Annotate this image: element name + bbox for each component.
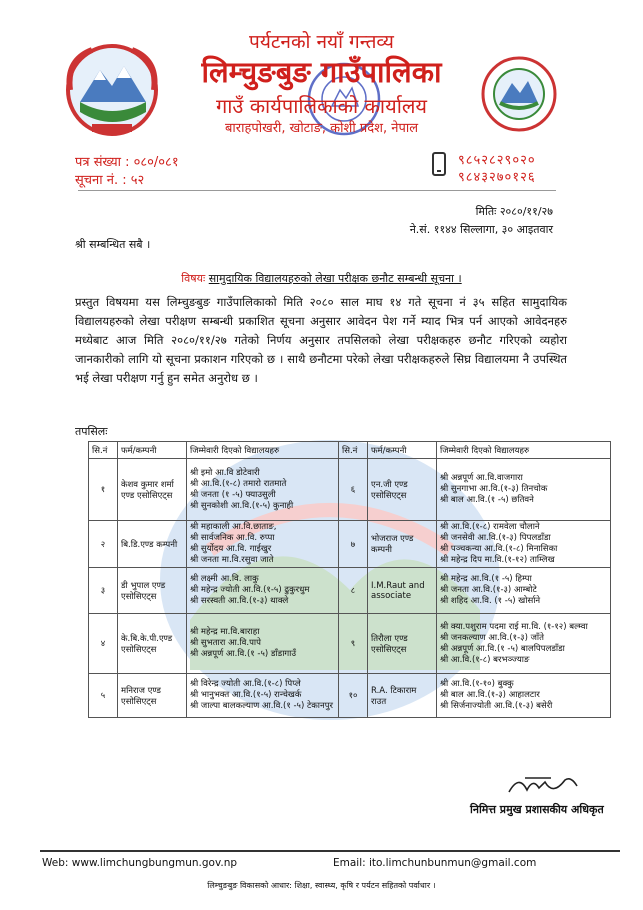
serial-number: ६ xyxy=(339,459,368,521)
firm-name: डी भुपाल एण्ड एसोसिएट्स xyxy=(118,568,187,614)
header-tagline: पर्यटनको नयाँ गन्तव्य xyxy=(249,31,394,53)
signature-title: निमित्त प्रमुख प्रशासकीय अधिकृत xyxy=(470,803,604,816)
assigned-schools: श्री महेन्द्र आ.वि.(१ -५) हिम्पा श्री जनता आ.वि.(१-३) आम्बोटे श्री शहिद आ.वि. (१ -५) खोर्साने xyxy=(437,568,611,614)
firm-name: R.A. टिकाराम राउत xyxy=(368,674,437,718)
firm-name: केशव कुमार शर्मा एण्ड एसोसिएट्स xyxy=(118,459,187,521)
assigned-schools: श्री लक्ष्मी आ.वि. लाकु श्री महेन्द्र ज्योती आ.वि.(१-५) ढुकुरधुम श्री सरस्वती आ.वि.(१-३) थाक्ले xyxy=(187,568,339,614)
table-header: सि.नं xyxy=(339,442,368,459)
office-address: बाराहपोखरी, खोटाङ, कोशी प्रदेश, नेपाल xyxy=(224,121,419,136)
table-row xyxy=(89,521,611,568)
phone-number: ९८४३२७०१२६ xyxy=(458,170,536,185)
header-divider xyxy=(78,190,556,191)
letter-number: पत्र संख्या : ०८०/०८१ xyxy=(75,155,179,170)
firm-name: तिरौला एण्ड एसोसिएट्स xyxy=(368,614,437,674)
table-row xyxy=(89,568,611,614)
serial-number: ४ xyxy=(89,614,118,674)
firm-name: बि.डि.एण्ड कम्पनी xyxy=(118,521,187,568)
notice-number: सूचना नं. : ५२ xyxy=(75,173,145,188)
serial-number: ८ xyxy=(339,568,368,614)
phone-number: ९८५२८२९०२० xyxy=(458,153,536,168)
signature-icon xyxy=(505,772,585,800)
assigned-schools: श्री महाकाली आ.वि.छाताङ, श्री सार्वजनिक आ.वि. रुप्पा श्री सुर्योदय आ.वि. गाईखुर श्री जनता मा.वि.रसुवा जाते xyxy=(187,521,339,568)
table-header: फर्म/कम्पनी xyxy=(118,442,187,459)
table-row xyxy=(89,614,611,674)
phone-icon xyxy=(432,152,446,176)
firm-name: I.M.Raut and associate xyxy=(368,568,437,614)
serial-number: ३ xyxy=(89,568,118,614)
firm-name: एन.जी एण्ड एसोसिएट्स xyxy=(368,459,437,521)
table-row xyxy=(89,459,611,521)
assigned-schools: श्री क्या.पशुराम पदमा राई मा.वि. (१-१२) बल्म्वा श्री जनकल्याण आ.वि.(१-३) जाँते श्री अन्नपूर्ण आ.वि.(१ -५) बालपिपलडाँडा श्री आ.वि.(१-८) बरभञ्ज्याङ xyxy=(437,614,611,674)
office-name: लिम्चुङबुङ गाउँपालिका xyxy=(201,55,442,89)
list-label: तपसिलः xyxy=(75,425,108,438)
assigned-schools: श्री अन्नपूर्ण आ.वि.वाजगारा श्री सुनगाभा आ.वि.(१-३) तिनचोक श्री बाल आ.वि.(१ -५) छतिवने xyxy=(437,459,611,521)
assigned-schools: श्री विरेन्द्र ज्योती आ.वि.(१-८) पिप्ले श्री भानुभक्त आ.वि.(१-५) रान्चेखर्क श्री जाल्पा बालकल्याण आ.वि.(१ -५) टेकानपुर xyxy=(187,674,339,718)
firm-name: भोजराज एण्ड कम्पनी xyxy=(368,521,437,568)
table-header-row xyxy=(89,442,611,459)
phone-numbers xyxy=(458,152,536,186)
serial-number: १० xyxy=(339,674,368,718)
footer-website: Web: www.limchungbungmun.gov.np xyxy=(42,857,238,869)
firm-name: मनिराज एण्ड एसोसिएट्स xyxy=(118,674,187,718)
table-header: जिम्मेवारी दिएको विद्यालयहरु xyxy=(187,442,339,459)
notice-body: प्रस्तुत विषयमा यस लिम्चुङबुङ गाउँपालिकाको मिति २०८० साल माघ १४ गते सूचना नं ३५ सहित सामुदायिक विद्यालयहरुको लेखा परीक्षण सम्बन्धी प्रकाशित सूचना अनुसार आवेदन पेश गर्ने म्याद भित्र पर्न आएको आवेदनहरु मध्येबाट आज मिति २०८०/११/२७ गतेको निर्णय अनुसार तपसिलको लेखा परीक्षकहरु छनौट गरिएको व्यहोरा जानकारीको लागि यो सूचना प्रकाशन गरिएको छ । साथै छनौटमा परेको लेखा परीक्षकहरुले सिघ्र विद्यालयमा नै उपस्थित भई लेखा परीक्षण गर्नु हुन समेत अनुरोध छ । xyxy=(75,295,567,385)
serial-number: १ xyxy=(89,459,118,521)
serial-number: २ xyxy=(89,521,118,568)
auditor-table xyxy=(88,441,611,718)
assigned-schools: श्री आ.वि.(१-८) रामवेला चौलाने श्री जनसेवी आ.वि.(१-३) पिपलडाँडा श्री पञ्चकन्या आ.वि.(१-८) मिनासिका श्री महेन्द्र दिप मा.वि.(१-१२) ताम्लिख xyxy=(437,521,611,568)
serial-number: ९ xyxy=(339,614,368,674)
footer-divider xyxy=(40,850,620,852)
assigned-schools: श्री इमो आ.वि डोटेवारी श्री आ.वि.(१-८) तमारो रातमाते श्री जनता (१ -५) फ्याउसुली श्री सुनकोशी आ.वि.(१-५) कुनाही xyxy=(187,459,339,521)
serial-number: ५ xyxy=(89,674,118,718)
table-row xyxy=(89,674,611,718)
footer-email: Email: ito.limchunbunmun@gmail.com xyxy=(333,857,537,869)
subject-text: सामुदायिक विद्यालयहरुको लेखा परीक्षक छनौट सम्बन्धी सूचना । xyxy=(208,272,462,285)
table-header: सि.नं xyxy=(89,442,118,459)
footer-tagline: लिम्चुङबुङ विकासको आधार: शिक्षा, स्वास्थ्य, कृषि र पर्यटन सहितको पर्वाधार । xyxy=(207,881,436,890)
table-header: जिम्मेवारी दिएको विद्यालयहरु xyxy=(437,442,611,459)
office-subtitle: गाउँ कार्यपालिकाको कार्यालय xyxy=(215,94,428,118)
assigned-schools: श्री महेन्द्र मा.वि.बाराहा श्री सुभतारा आ.वि.पापे श्री अन्नपूर्ण आ.वि.(१ -५) डाँडागाउँ xyxy=(187,614,339,674)
assigned-schools: श्री आ.वि.(१-१०) बुक्कु श्री बाल आ.वि.(१-३) आहालटार श्री सिर्जनाज्योती आ.वि.(१-३) बसेरी xyxy=(437,674,611,718)
table-header: फर्म/कम्पनी xyxy=(368,442,437,459)
recipient: श्री सम्बन्धित सबै । xyxy=(75,238,151,251)
subject-line xyxy=(0,271,643,286)
letter-date: मितिः २०८०/११/२७ xyxy=(475,205,553,218)
serial-number: ७ xyxy=(339,521,368,568)
subject-label: विषयः xyxy=(181,272,206,285)
nepal-sambat-date: ने.सं. ११४४ सिल्लागा, ३० आइतवार xyxy=(409,223,553,236)
firm-name: के.बि.के.पी.एण्ड एसोसिएट्स xyxy=(118,614,187,674)
